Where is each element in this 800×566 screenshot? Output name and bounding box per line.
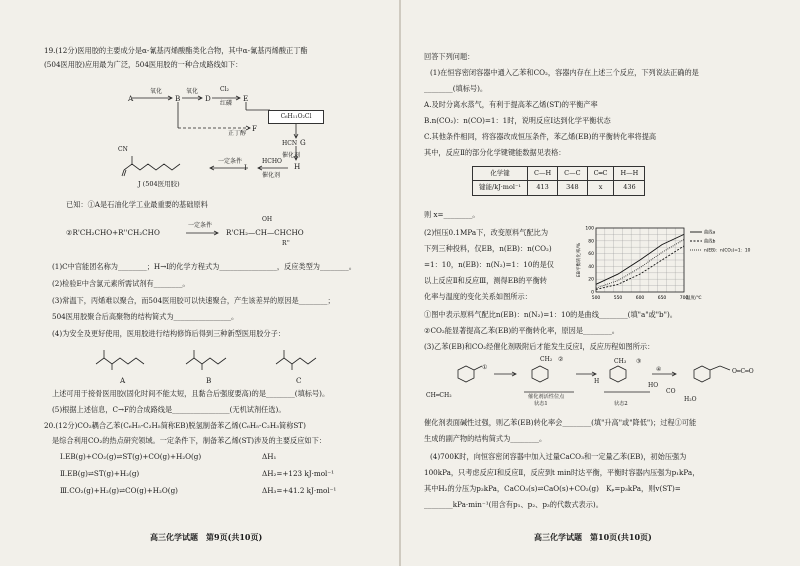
r-line-22: ________kPa·min⁻¹(用含有p₁、p₂、p₃的代数式表示)。	[424, 500, 603, 509]
table-cell: 436	[614, 181, 645, 195]
known-2-cond: 一定条件	[188, 222, 213, 229]
r-line-12: 以上反应Ⅱ和反应Ⅲ，测得EB的平衡转	[424, 276, 547, 285]
table-cell: H—H	[614, 167, 645, 181]
table-cell: 413	[528, 181, 558, 195]
scheme-f: F	[252, 124, 257, 133]
sub-3: (3)常温下，丙烯难以聚合，而504医用胶可以快速聚合，产生该差异的原因是________；	[52, 296, 335, 305]
scheme-r6: 催化剂	[282, 152, 301, 159]
molecule-c: C	[296, 376, 302, 385]
y-tick-label: 60	[588, 252, 594, 258]
sub-3b: 504医用胶聚合后高聚物的结构简式为________________。	[52, 312, 239, 321]
molecule-j	[120, 150, 200, 180]
reaction-3: Ⅲ.CO₂(g)+H₂(g)⇌CO(g)+H₂O(g)	[60, 486, 178, 495]
y-tick-label: 100	[585, 226, 594, 232]
scheme-r9: 一定条件	[218, 158, 243, 165]
mech-step-4: ④	[656, 366, 662, 373]
reaction-1-dh: ΔH₁	[262, 452, 277, 461]
reaction-1: Ⅰ.EB(g)+CO₂(g)⇌ST(g)+CO(g)+H₂O(g)	[60, 452, 202, 461]
known-1: 已知：①A是石油化学工业最重要的基础原料	[66, 200, 208, 209]
legend-label: 曲线a	[704, 230, 716, 236]
reaction-2: Ⅱ.EB(g)⇌ST(g)+H₂(g)	[60, 469, 140, 478]
known-2-right: R'CH₂—CH—CHCHO	[226, 228, 304, 237]
scheme-r3a: Cl₂	[220, 86, 229, 93]
legend-label: n(EB)：n(CO₂)=1：10	[704, 248, 751, 254]
x-tick-label: 500	[591, 296, 601, 301]
scheme-j: J (504医用胶)	[138, 180, 180, 188]
mech-co: CO	[666, 388, 676, 395]
sub-5: (5)根据上述信息，C→F的合成路线是________________(无机试剂任选)。	[52, 405, 286, 414]
table-cell: C—C	[558, 167, 587, 181]
x-axis-label: 温度/℃	[686, 296, 702, 301]
scheme-r2: 氧化	[186, 88, 199, 95]
table-row	[473, 181, 645, 195]
molecule-a: A	[120, 376, 126, 385]
r-line-1: 回答下列问题：	[424, 52, 475, 61]
scheme-r7: HCHO	[262, 158, 282, 165]
r-line-11: =1：10，n(EB)：n(N₂)=1：10的是仅	[424, 260, 554, 269]
x-tick-label: 700	[679, 296, 689, 301]
r-line-5: B.n(CO₂)：n(CO)=1：1时，说明反应Ⅰ达到化学平衡状态	[424, 116, 611, 125]
y-tick-label: 20	[588, 277, 594, 283]
r-line-8: 则 x=________。	[424, 210, 480, 219]
scheme-r8: 催化剂	[262, 172, 281, 179]
scheme-e: E	[243, 94, 249, 103]
table-cell: 化学键	[473, 167, 528, 181]
x-tick-label: 650	[657, 296, 667, 301]
known-2-r: R''	[282, 240, 290, 247]
x-tick-label: 600	[635, 296, 645, 301]
scheme-box: C₆H₁₁O₂Cl	[268, 110, 324, 124]
known-2-left: ②R'CH₂CHO+R''CH₂CHO	[66, 228, 160, 237]
table-cell: C═C	[587, 167, 614, 181]
y-tick-label: 80	[588, 239, 594, 245]
known-2-arrow	[186, 230, 220, 236]
table-cell: C—H	[528, 167, 558, 181]
r-line-18: 生成的副产物的结构简式为________。	[424, 434, 547, 443]
r-line-16: (3)乙苯(EB)和CO₂经催化剂吸附后才能发生反应Ⅰ，反应历程如图所示：	[424, 342, 655, 351]
scheme-b: B	[175, 94, 181, 103]
mech-state-2: 状态2	[614, 401, 628, 407]
r-line-20: 100kPa，只考虑反应Ⅰ和反应Ⅱ，反应到t min时达平衡，平衡时容器内压强为p₁kPa，	[424, 468, 700, 477]
reaction-2-dh: ΔH₂=+123 kJ·mol⁻¹	[262, 469, 335, 478]
mech-ch2: CH₂	[540, 356, 553, 363]
reaction-3-dh: ΔH₃=+41.2 kJ·mol⁻¹	[262, 486, 337, 495]
q20-intro: 20.(12分)CO₂耦合乙苯(C₆H₅-C₂H₅简称EB)脱氢制备苯乙烯(C₆H₅-C₂H₃简称ST)	[44, 421, 306, 430]
scheme-i: I	[244, 163, 247, 172]
scheme-r3b: 红磷	[220, 100, 233, 107]
left-page	[0, 0, 396, 566]
r-line-21: 其中H₂的分压为p₂kPa，CaCO₃(s)⇌CaO(s)+CO₂(g) Kₚ=p₃kPa，则v(ST)=	[424, 484, 681, 493]
molecule-b: B	[206, 376, 212, 385]
y-tick-label: 0	[591, 290, 594, 296]
mech-step-3: ③	[636, 358, 642, 365]
footer-right: 高三化学试题 第10页(共10页)	[534, 532, 652, 543]
r-line-7: 其中，反应Ⅱ的部分化学键键能数据见表格：	[424, 148, 566, 157]
r-line-9: (2)恒压0.1MPa下，改变原料气配比为	[424, 228, 549, 237]
scheme-g: G	[300, 138, 306, 147]
r-line-3: ________(填标号)。	[424, 84, 488, 93]
table-cell: 键能/kJ·mol⁻¹	[473, 181, 528, 195]
x-tick-label: 550	[613, 296, 623, 301]
r-line-6: C.其他条件相同，将容器改成恒压条件，苯乙烯(EB)的平衡转化率将提高	[424, 132, 657, 141]
mech-co2: CH═CH₂	[426, 392, 452, 399]
y-tick-label: 40	[588, 264, 594, 270]
scheme-r5: HCN	[282, 140, 298, 147]
sub-4b: 上述可用于接骨医用胶(固化时间不能太短，且黏合后强度要高)的是________(填标号)。	[52, 389, 330, 398]
molecules-abc	[90, 342, 360, 376]
r-line-2: (1)在恒容密闭容器中通入乙苯和CO₂，容器内存在上述三个反应，下列说法正确的是	[430, 68, 699, 77]
table-cell: x	[587, 181, 614, 195]
mech-step-2: ②	[558, 356, 564, 363]
r-line-10: 下列三种投料，仅EB，n(EB)：n(CO₂)	[424, 244, 552, 253]
q19-intro-2: (504医用胶)应用最为广泛，504医用胶的一种合成路线如下：	[44, 60, 243, 69]
sub-2: (2)检验E中含氯元素所需试剂有________。	[52, 279, 190, 288]
mech-ho: HO	[648, 382, 659, 389]
scheme-cn: CN	[118, 146, 128, 153]
page-fold	[399, 0, 401, 566]
mech-product: O═C═O	[732, 368, 754, 375]
mech-h: H	[594, 378, 600, 385]
r-line-17: 催化剂表面碱性过强，则乙苯(EB)转化率会________(填"升高"或"降低")；过程①可能	[424, 418, 697, 427]
table-header-row	[473, 167, 645, 181]
sub-1: (1)C中官能团名称为________；H→I的化学方程式为________________，反应类型为________。	[52, 262, 356, 271]
y-axis-label: EB平衡转化率/%	[577, 242, 582, 278]
footer-left: 高三化学试题 第9页(共10页)	[150, 532, 263, 543]
scheme-d: D	[205, 94, 211, 103]
conversion-chart	[574, 222, 774, 304]
mech-state-1: 状态1	[534, 401, 548, 407]
scheme-a: A	[128, 94, 134, 103]
r-line-15: ②CO₂能显著提高乙苯(EB)的平衡转化率，原因是________。	[424, 326, 619, 335]
r-line-14: ①图中表示原料气配比n(EB)：n(N₂)=1：10的是曲线________(填"a"或"b")。	[424, 310, 677, 319]
scheme-h: H	[294, 162, 301, 171]
r-line-4: A.及时分离水蒸气，有利于提高苯乙烯(ST)的平衡产率	[424, 100, 598, 109]
scheme-r4: 正丁醇	[228, 130, 247, 137]
r-line-13: 化率与温度的变化关系如图所示：	[424, 292, 532, 301]
mech-step-1: ①	[482, 364, 488, 371]
legend-label: 曲线b	[704, 239, 716, 245]
bond-energy-table	[472, 166, 645, 196]
known-2-oh: OH	[262, 216, 273, 223]
scheme-r1: 氧化	[150, 88, 163, 95]
right-page	[404, 0, 800, 566]
table-cell: 348	[558, 181, 587, 195]
mech-h2o: H₂O	[684, 396, 697, 403]
q20-intro-2: 是综合利用CO₂的热点研究领域。一定条件下，制备苯乙烯(ST)涉及的主要反应如下：	[52, 436, 326, 445]
q19-intro: 19.(12分)医用胶的主要成分是α-氰基丙烯酸酯类化合物，其中α-氰基丙烯酸正丁酯	[44, 46, 308, 55]
sub-4: (4)为安全及更好使用，医用胶进行结构修饰后得到三种新型医用胶分子：	[52, 329, 285, 338]
mech-site: 催化剂活性位点	[528, 394, 565, 400]
mech-ch3: CH₃	[614, 358, 627, 365]
r-line-19: (4)700K时，向恒容密闭容器中加入过量CaCO₃和一定量乙苯(EB)，初始压强为	[430, 452, 687, 461]
